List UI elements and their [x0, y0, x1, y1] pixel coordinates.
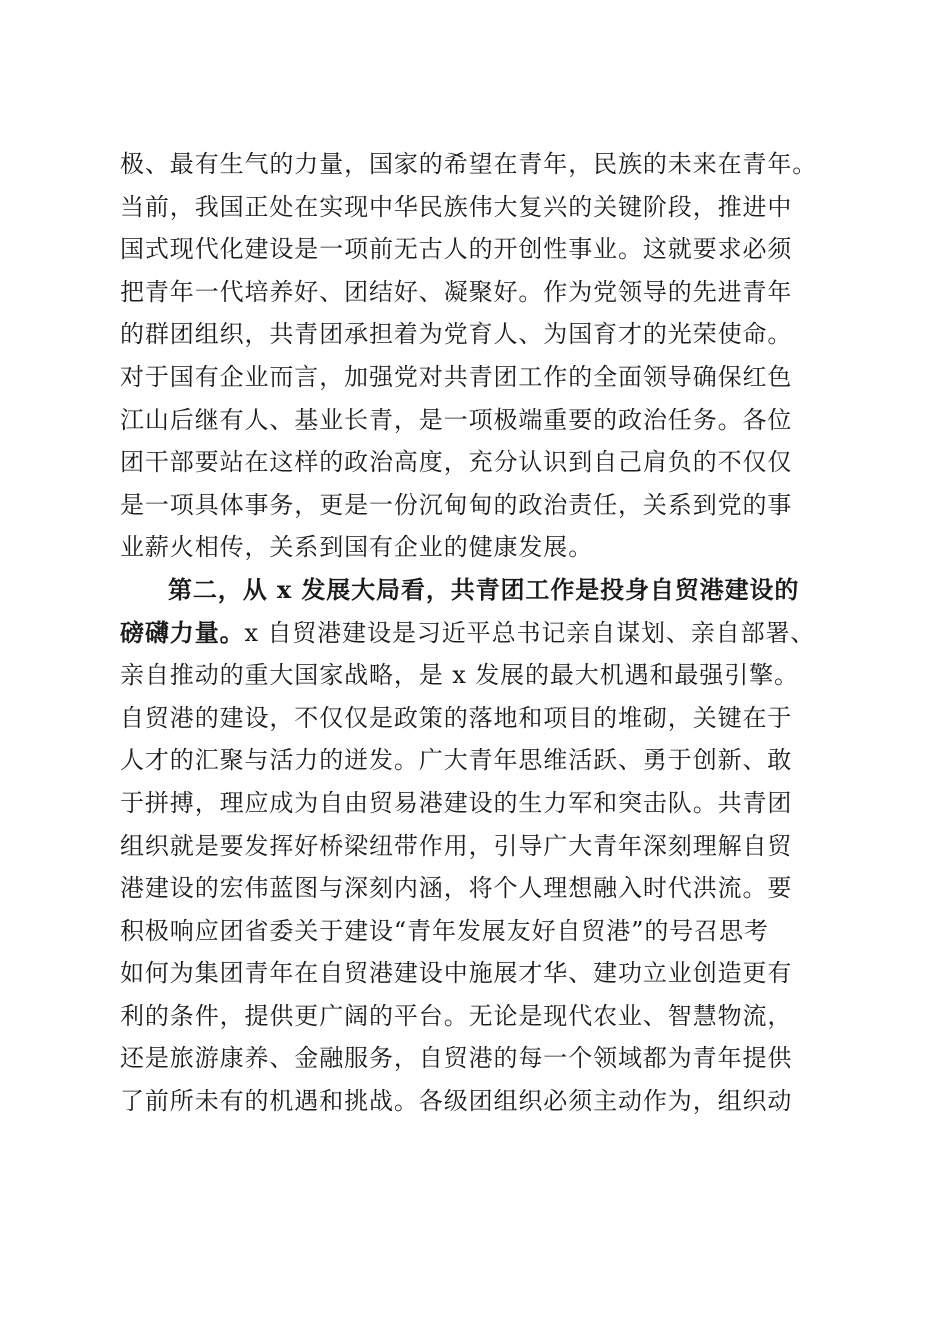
- text-line: 如何为集团青年在自贸港建设中施展才华、建功立业创造更有: [120, 959, 793, 988]
- text-line: 极、最有生气的力量，国家的希望在青年，民族的未来在青年。: [120, 150, 818, 178]
- text-line-rest: x 自贸港建设是习近平总书记亲自谋划、亲自部署、: [244, 618, 816, 647]
- text-line: 的群团组织，共青团承担着为党育人、为国育才的光荣使命。: [120, 320, 793, 349]
- text-line: 人才的汇聚与活力的迸发。广大青年思维活跃、勇于创新、敢: [120, 746, 793, 775]
- text-line: 了前所未有的机遇和挑战。各级团组织必须主动作为，组织动: [120, 1087, 793, 1116]
- section-heading: 第二，从 x 发展大局看，共青团工作是投身自贸港建设的: [168, 574, 800, 604]
- text-line: 自贸港的建设，不仅仅是政策的落地和项目的堆砌，关键在于: [120, 703, 793, 732]
- text-line: 对于国有企业而言，加强党对共青团工作的全面领导确保红色: [120, 362, 793, 391]
- text-line: 积极响应团省委关于建设“青年发展友好自贸港”的号召思考: [120, 916, 769, 945]
- text-line: 把青年一代培养好、团结好、凝聚好。作为党领导的先进青年: [120, 277, 793, 306]
- text-line: 还是旅游康养、金融服务，自贸港的每一个领域都为青年提供: [120, 1044, 793, 1073]
- body-text: [120, 143, 840, 1123]
- text-line: 港建设的宏伟蓝图与深刻内涵，将个人理想融入时代洪流。要: [120, 874, 793, 903]
- text-line: 江山后继有人、基业长青，是一项极端重要的政治任务。各位: [120, 405, 793, 434]
- text-line: 当前，我国正处在实现中华民族伟大复兴的关键阶段，推进中: [120, 192, 793, 221]
- text-line: [120, 612, 840, 655]
- section-heading-end: 磅礴力量。: [120, 617, 245, 647]
- text-line: 业薪火相传，关系到国有企业的健康发展。: [120, 533, 594, 562]
- paragraph-2: [120, 569, 840, 1123]
- text-line: 团干部要站在这样的政治高度，充分认识到自己肩负的不仅仅: [120, 448, 793, 477]
- text-line: 是一项具体事务，更是一份沉甸甸的政治责任，关系到党的事: [120, 490, 793, 519]
- text-line: 组织就是要发挥好桥梁纽带作用，引导广大青年深刻理解自贸: [120, 831, 793, 860]
- text-line: 利的条件，提供更广阔的平台。无论是现代农业、智慧物流，: [120, 1001, 793, 1030]
- paragraph-1: [120, 143, 840, 569]
- text-line: 于拼搏，理应成为自由贸易港建设的生力军和突击队。共青团: [120, 788, 793, 817]
- text-line: 国式现代化建设是一项前无古人的开创性事业。这就要求必须: [120, 235, 793, 264]
- text-line: 亲自推动的重大国家战略，是 x 发展的最大机遇和最强引擎。: [120, 661, 799, 690]
